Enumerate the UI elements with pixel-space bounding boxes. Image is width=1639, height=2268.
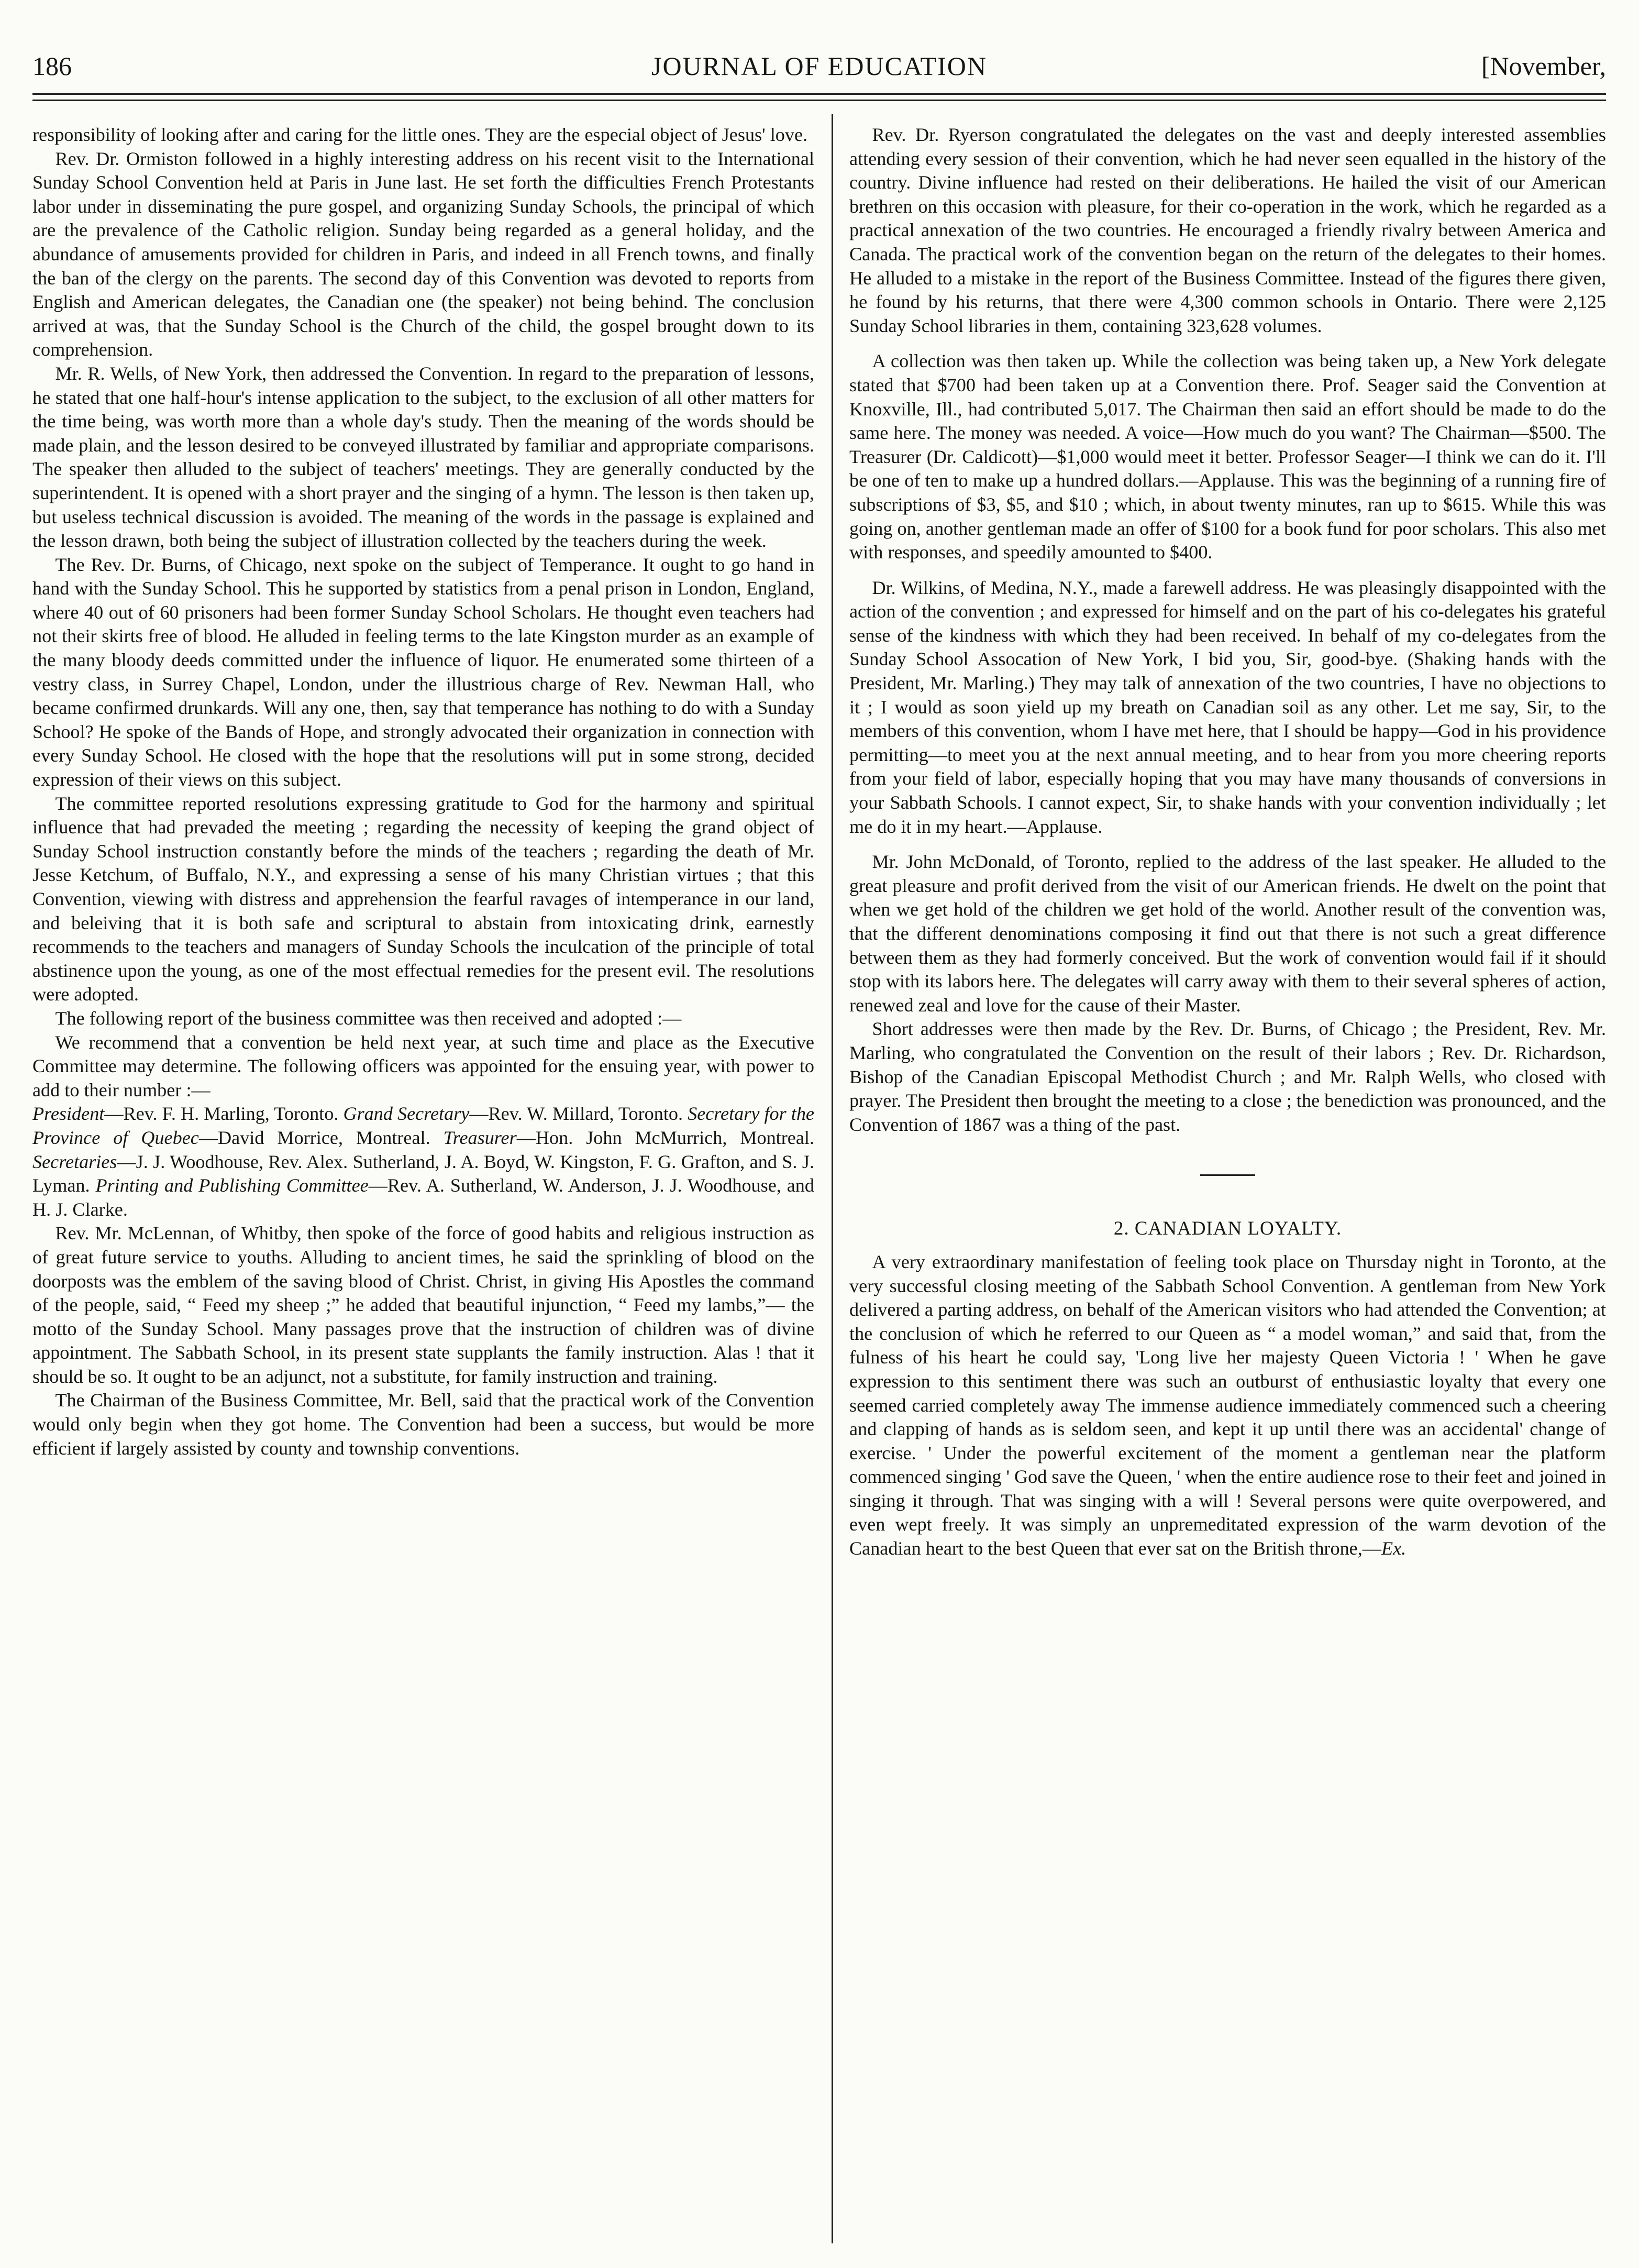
left-paragraph-1: responsibility of looking after and caring for the little ones. They are the especial object of Jesus' love. [32, 124, 808, 145]
treasurer-value: —Hon. John McMurrich, Montreal. [516, 1127, 814, 1148]
left-paragraph-2: Rev. Dr. Ormiston followed in a highly interesting address on his recent visit to the International Sunday School Convention held at Paris in June last. He set forth the difficulties French Protestants labor under in disseminating the pure gospel, and organizing Sunday Schools, the principal of which are the prevalence of the Catholic religion. Sunday being regarded as a general holiday, and the abundance of amusements provided for children in Paris, and indeed in all French towns, and finally the ban of the clergy on the parents. The second day of this Convention was devoted to reports from English and American delegates, the Canadian one (the speaker) not being behind. The conclusion arrived at was, that the Sunday School is the Church of the child, the gospel brought down to its comprehension. [32, 148, 814, 360]
issue-month: [November, [1481, 51, 1606, 81]
running-header [32, 49, 1606, 83]
grand-secretary-value: —Rev. W. Millard, Toronto. [469, 1103, 683, 1125]
section-separator [1200, 1174, 1255, 1176]
president-label: President [32, 1103, 105, 1125]
left-paragraph-6: The following report of the business committee was then received and adopted :— [55, 1007, 682, 1029]
left-paragraph-5: The committee reported resolutions expressing gratitude to God for the harmony and spiritual influence that had prevaded the meeting ; regarding the necessity of keeping the grand object of Sunday School instruction constantly before the minds of the teachers ; regarding the death of Mr. Jesse Ketchum, of Buffalo, N.Y., and expressing a sense of his many Christian virtues ; that this Convention, viewing with distress and apprehension the fearful ravages of intemperance in our land, and beleiving that it is both safe and scriptural to abstain from intoxicating drink, earnestly recommends to the teachers and managers of Sunday Schools the inculcation of the principle of total abstinence upon the young, as one of the most effectual remedies for the present evil. The resolutions were adopted. [32, 792, 814, 1005]
quebec-secretary-value: —David Morrice, Montreal. [198, 1127, 430, 1148]
left-paragraph-9: The Chairman of the Business Committee, Mr. Bell, said that the practical work of the Convention would only begin when they got home. The Convention had been a success, but would be more efficient if largely assisted by county and township conventions. [32, 1390, 814, 1459]
right-paragraph-2: A collection was then taken up. While the collection was being taken up, a New York delegate stated that $700 had been taken up at a Convention there. Prof. Seager said the Convention at Knoxville, Ill., had contributed 5,017. The Chairman then said an effort should be made to do the same here. The money was needed. A voice—How much do you want? The Chairman—$500. The Treasurer (Dr. Caldicott)—$1,000 would meet it better. Professor Seager—I think we can do it. I'll be one of ten to make up a hundred dollars.—Applause. This was the beginning of a running fire of subscriptions of $3, $5, and $10 ; which, in about twenty minutes, ran up to $615. While this was going on, another gentleman made an offer of $100 for a book fund for poor scholars. This also met with responses, and speedily amounted to $400. [849, 350, 1606, 563]
page-number: 186 [32, 51, 72, 81]
right-paragraph-4: Mr. John McDonald, of Toronto, replied to the address of the last speaker. He alluded to the great pleasure and profit derived from the visit of our American friends. He dwelt on the point that when we get hold of the children we get hold of the world. Another result of the convention was, that the different denominations composing it find out that there is not such a great difference between them as they had formerly conceived. But the work of convention would fail if it should stop with its labors here. The delegates will carry away with them to their several spheres of action, renewed zeal and love for the cause of their Master. [849, 851, 1606, 1016]
officers-list [32, 1102, 814, 1221]
column-divider [832, 114, 833, 2243]
secretaries-value: —J. J. Woodhouse, Rev. Alex. Sutherland, J. A. Boyd, W. Kingston, F. G. Grafton, and S. J. Lyman. [32, 1151, 814, 1196]
right-column [849, 123, 1606, 2250]
source-credit: Ex. [1381, 1538, 1407, 1559]
secretaries-label: Secretaries [32, 1151, 117, 1172]
journal-title: JOURNAL OF EDUCATION [651, 51, 987, 81]
section-title: 2. CANADIAN LOYALTY. [1113, 1218, 1342, 1240]
president-value: —Rev. F. H. Marling, Toronto. [104, 1103, 339, 1125]
right-paragraph-3: Dr. Wilkins, of Medina, N.Y., made a farewell address. He was pleasingly disappointed with the action of the convention ; and expressed for himself and on the part of his co-delegates his grateful sense of the kindness with which they had been received. In behalf of my co-delegates from the Sunday School Assocation of New York, I bid you, Sir, good-bye. (Shaking hands with the President, Mr. Marling.) They may talk of annexation of the two countries, I have no objections to it ; I would as soon yield up my breath on Canadian soil as any other. Let me say, Sir, to the members of this convention, whom I have met here, that I should be happy—God in his providence permitting—to meet you at the next annual meeting, and to hear from you more cheering reports from your field of labor, especially hoping that you may have many thousands of conversions in your Sabbath Schools. I cannot expect, Sir, to shake hands with your convention individually ; let me do it in my heart.—Applause. [849, 577, 1606, 837]
quebec-secretary-label: Secretary for the Province of Quebec [32, 1103, 814, 1148]
header-rule-top [32, 93, 1606, 95]
left-paragraph-4: The Rev. Dr. Burns, of Chicago, next spoke on the subject of Temperance. It ought to go hand in hand with the Sunday School. This he supported by statistics from a penal prison in London, England, where 40 out of 60 prisoners had been former Sunday School Scholars. He thought even teachers had not their skirts free of blood. He alluded in feeling terms to the late Kingston murder as an example of the many bloody deeds committed under the influence of liquor. He enumerated some thirteen of a vestry class, in Surrey Chapel, London, under the illustrious charge of Rev. Newman Hall, who became confirmed drunkards. Will any one, then, say that temperance has nothing to do with a Sunday School? He spoke of the Bands of Hope, and strongly advocated their organization in connection with every Sunday School. He closed with the hope that the resolutions will put in some strong, decided expression of their views on this subject. [32, 554, 814, 790]
grand-secretary-label: Grand Secretary [343, 1103, 470, 1125]
printing-committee-label: Printing and Publishing Committee [95, 1175, 369, 1196]
treasurer-label: Treasurer [443, 1127, 517, 1148]
left-paragraph-7: We recommend that a convention be held next year, at such time and place as the Executive Committee may determine. The following officers was appointed for the ensuing year, with power to add to their number :— [32, 1031, 814, 1100]
right-paragraph-6 [849, 1250, 1606, 1561]
printing-committee-value: —Rev. A. Sutherland, W. Anderson, J. J. Woodhouse, and H. J. Clarke. [32, 1175, 814, 1220]
loyalty-text: A very extraordinary manifestation of feeling took place on Thursday night in Toronto, at the very successful closing meeting of the Sabbath School Convention. A gentleman from New York delivered a parting address, on behalf of the American visitors who had attended the Convention; at the conclusion of which he referred to our Queen as “ a model woman,” and said that, from the fulness of his heart he could say, 'Long live her majesty Queen Victoria ! ' When he gave expression to this sentiment there was such an outburst of enthusiastic loyalty that every one seemed carried completely away The immense audience immediately commenced such a cheering and clapping of hands as is seldom seen, and kept it up until there was an accidental' change of exercise. ' Under the powerful excitement of the moment a gentleman near the platform commenced singing ' God save the Queen, ' when the entire audience rose to their feet and joined in singing it through. That was singing with a will ! Several persons were quite overpowered, and even wept freely. It was simply an unpremeditated expression of the warm devotion of the Canadian heart to the best Queen that ever sat on the British throne,— [849, 1251, 1606, 1559]
right-paragraph-1: Rev. Dr. Ryerson congratulated the delegates on the vast and deeply interested assemblies attending every session of their convention, which he had never seen equalled in the history of the country. Divine influence had rested on their deliberations. He hailed the visit of our American brethren on this occasion with pleasure, for their co-operation in the work, which he regarded as a practical annexation of the two countries. He encouraged a friendly rivalry between America and Canada. The practical work of the convention began on the return of the delegates to their homes. He alluded to a mistake in the report of the Business Committee. Instead of the figures there given, he found by his returns, that there were 4,300 common schools in Ontario. There were 2,125 Sunday School libraries in them, containing 323,628 volumes. [849, 124, 1606, 336]
header-rule-bottom [32, 100, 1606, 101]
left-column [32, 123, 814, 2250]
right-paragraph-5: Short addresses were then made by the Rev. Dr. Burns, of Chicago ; the President, Rev. Mr. Marling, who congratulated the Convention on the result of their labors ; Rev. Dr. Richardson, Bishop of the Canadian Episcopal Methodist Church ; and Mr. Ralph Wells, who closed with prayer. The President then brought the meeting to a close ; the benediction was pronounced, and the Convention of 1867 was a thing of the past. [849, 1018, 1606, 1135]
left-paragraph-3: Mr. R. Wells, of New York, then addressed the Convention. In regard to the preparation of lessons, he stated that one half-hour's intense application to the subject, to the exclusion of all other matters for the time being, was worth more than a whole day's study. Then the meaning of the words should be made plain, and the lesson desired to be conveyed illustrated by familiar and appropriate comparisons. The speaker then alluded to the subject of teachers' meetings. They are generally conducted by the superintendent. It is opened with a short prayer and the singing of a hymn. The lesson is then taken up, but useless technical discussion is avoided. The meaning of the words in the passage is explained and the lesson drawn, both being the subject of illustration collected by the teachers during the week. [32, 362, 814, 552]
left-paragraph-8: Rev. Mr. McLennan, of Whitby, then spoke of the force of good habits and religious instruction as of great future service to youths. Alluding to ancient times, he said the sprinkling of blood on the doorposts was the emblem of the saving blood of Christ. Christ, in giving His Apostles the command of the people, said, “ Feed my sheep ;” he added that beautiful injunction, “ Feed my lambs,”— the motto of the Sunday School. Many passages prove that the instruction of children was of divine appointment. The Sabbath School, in its present state supplants the family instruction. Alas ! that it should be so. It ought to be an adjunct, not a substitute, for family instruction and training. [32, 1223, 814, 1387]
